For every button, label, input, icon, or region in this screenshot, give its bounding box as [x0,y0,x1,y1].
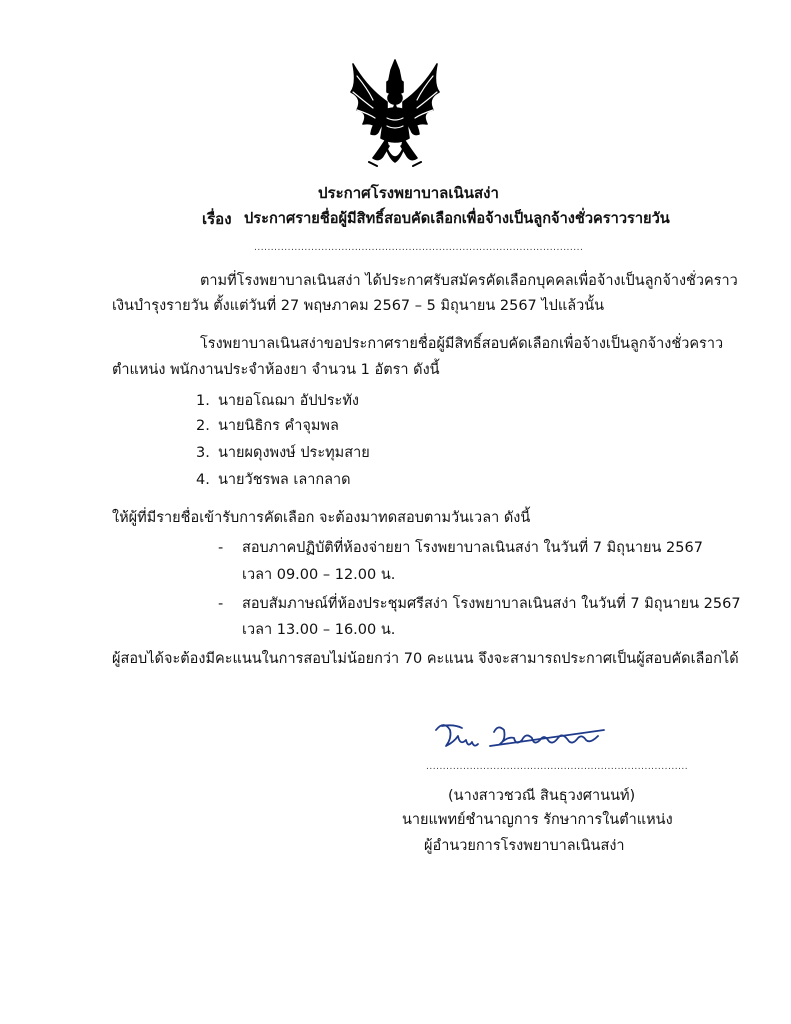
paragraph-2-line-2: ตำแหน่ง พนักงานประจำห้องยา จำนวน 1 อัตรา ดังนี้ [112,362,440,378]
bullet-dash: - [218,540,224,556]
candidate-name: นายวัชรพล เลากลาด [218,472,351,488]
subject-label: เรื่อง [202,210,232,228]
candidate-name: นายนิธิกร คำจุมพล [218,418,339,434]
candidate-number: 3. [196,445,210,461]
schedule-practical-time: เวลา 09.00 – 12.00 น. [242,567,396,583]
candidate-number: 1. [196,393,210,409]
candidate-name: นายอโณฌา อัปประทัง [218,393,359,409]
announcement-title: ประกาศโรงพยาบาลเนินสง่า [318,184,499,202]
schedule-intro: ให้ผู้ที่มีรายชื่อเข้ารับการคัดเลือก จะต้องมาทดสอบตามวันเวลา ดังนี้ [112,510,531,526]
signer-name: (นางสาวชวณี สินธุวงศานนท์) [448,788,636,804]
garuda-emblem-icon [343,58,447,172]
candidate-number: 2. [196,418,210,434]
schedule-interview-time: เวลา 13.00 – 16.00 น. [242,622,396,638]
passing-criteria: ผู้สอบได้จะต้องมีคะแนนในการสอบไม่น้อยกว่า 70 คะแนน จึงจะสามารถประกาศเป็นผู้สอบคัดเลือกได้ [112,651,739,667]
paragraph-1-line-2: เงินบำรุงรายวัน ตั้งแต่วันที่ 27 พฤษภาคม 2567 – 5 มิถุนายน 2567 ไปแล้วนั้น [112,298,605,314]
signature-line: .............................................................................. [426,762,689,772]
paragraph-2-line-1: โรงพยาบาลเนินสง่าขอประกาศรายชื่อผู้มีสิทธิ์สอบคัดเลือกเพื่อจ้างเป็นลูกจ้างชั่วคราว [200,336,724,352]
signer-role: ผู้อำนวยการโรงพยาบาลเนินสง่า [424,838,625,854]
schedule-interview-text: สอบสัมภาษณ์ที่ห้องประชุมศรีสง่า โรงพยาบาลเนินสง่า ในวันที่ 7 มิถุนายน 2567 [242,596,741,612]
candidate-name: นายผดุงพงษ์ ประทุมสาย [218,445,370,461]
header-separator: .................................................................................................. [254,243,584,253]
schedule-practical-text: สอบภาคปฏิบัติที่ห้องจ่ายยา โรงพยาบาลเนินสง่า ในวันที่ 7 มิถุนายน 2567 [242,540,703,556]
handwritten-signature-icon [432,718,612,758]
subject-text: ประกาศรายชื่อผู้มีสิทธิ์สอบคัดเลือกเพื่อจ้างเป็นลูกจ้างชั่วคราวรายวัน [244,210,670,227]
signer-position: นายแพทย์ชำนาญการ รักษาการในตำแหน่ง [402,812,673,828]
paragraph-1-line-1: ตามที่โรงพยาบาลเนินสง่า ได้ประกาศรับสมัครคัดเลือกบุคคลเพื่อจ้างเป็นลูกจ้างชั่วคราว [200,273,738,289]
bullet-dash: - [218,596,224,612]
candidate-number: 4. [196,472,210,488]
